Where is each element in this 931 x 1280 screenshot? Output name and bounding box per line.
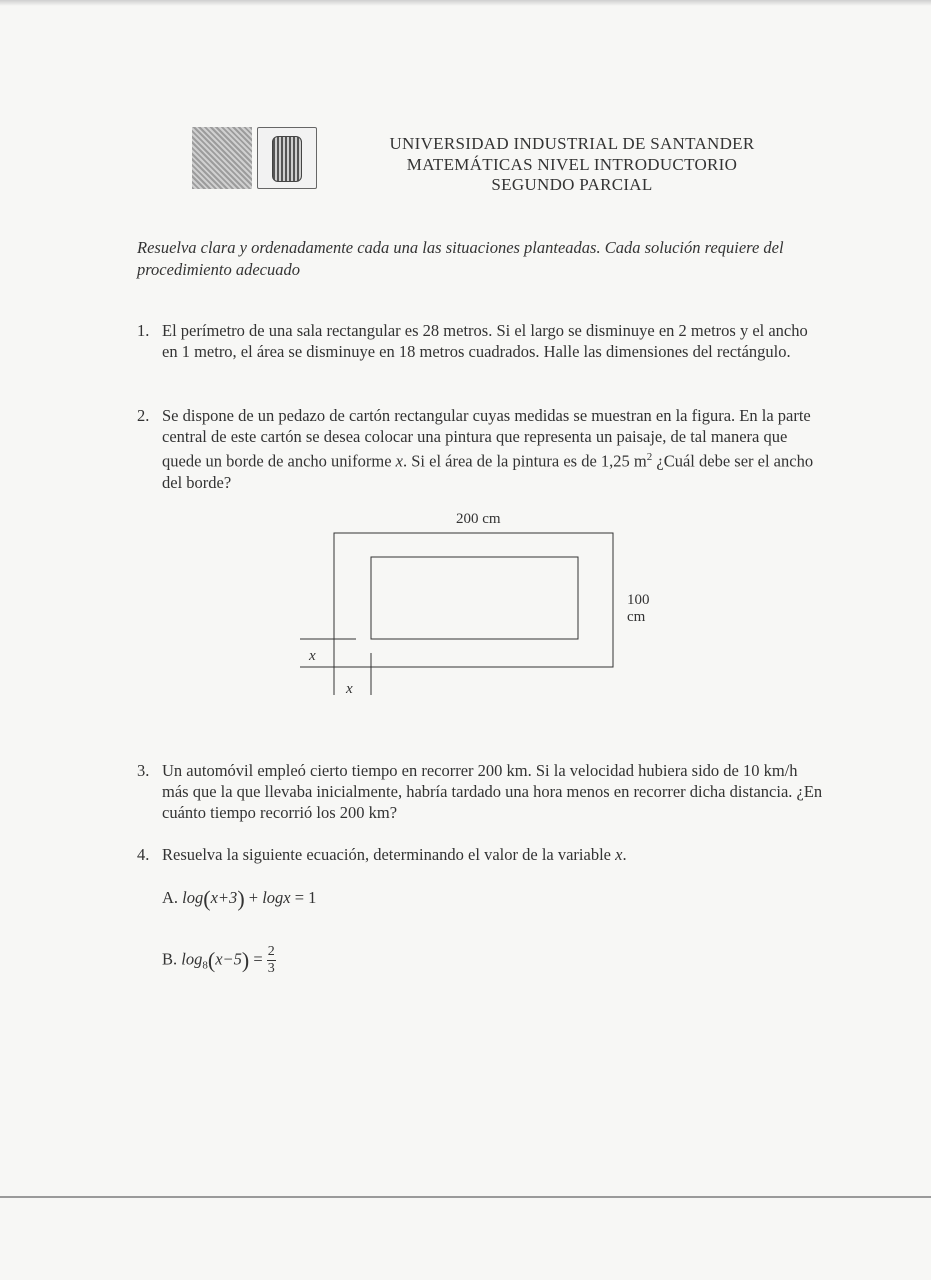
width-label: 200 cm bbox=[456, 511, 501, 527]
instructions: Resuelva clara y ordenadamente cada una las situaciones planteadas. Cada solución requiere del procedimiento adecuado bbox=[137, 238, 784, 279]
painting-outline bbox=[371, 557, 578, 639]
university-shield-icon bbox=[257, 127, 317, 189]
log-base: 8 bbox=[202, 959, 208, 972]
course-name: MATEMÁTICAS NIVEL INTRODUCTORIO bbox=[406, 155, 738, 174]
x-bottom-label: x bbox=[346, 681, 353, 697]
problem-text-end: . bbox=[622, 845, 627, 864]
problem-text bbox=[162, 844, 827, 865]
problem-number: 3. bbox=[137, 761, 150, 780]
shield-emblem-icon bbox=[272, 136, 302, 182]
cardboard-outline bbox=[334, 533, 613, 667]
fraction-denominator: 3 bbox=[267, 961, 275, 976]
problem-text: El perímetro de una sala rectangular es 28 metros. Si el largo se disminuye en 2 metros y el ancho en 1 metro, el área se disminuye en 18 metros cuadrados. Halle las dimensiones del rectángulo. bbox=[162, 321, 808, 361]
fraction-numerator: 2 bbox=[267, 944, 275, 959]
log-term: log bbox=[181, 949, 203, 969]
equation-b: B. $\log_8(x-5)$ = $\frac{2}{3}$ bbox=[162, 944, 275, 976]
problem-1 bbox=[137, 320, 827, 362]
problem-text-part-c: ¿Cuál debe ser el ancho del borde? bbox=[162, 451, 814, 492]
problem-3 bbox=[137, 760, 827, 823]
equation-letter: A. bbox=[162, 887, 179, 907]
fraction bbox=[267, 944, 276, 977]
problem-number: 4. bbox=[137, 845, 150, 864]
problem-text-main: Resuelva la siguiente ecuación, determinando el valor de la variable bbox=[162, 845, 611, 864]
problem-number: 2. bbox=[137, 406, 150, 425]
log-term-1: log bbox=[182, 887, 204, 907]
figure-drawing bbox=[300, 505, 640, 705]
problem-4 bbox=[137, 844, 827, 865]
university-logo-icon bbox=[192, 127, 252, 189]
scan-bottom-edge bbox=[0, 1196, 931, 1198]
exam-title: SEGUNDO PARCIAL bbox=[491, 175, 653, 194]
variable-x: x bbox=[615, 845, 623, 864]
plus-sign: + bbox=[248, 887, 259, 907]
exponent: 2 bbox=[646, 451, 653, 463]
scan-top-edge bbox=[0, 0, 931, 6]
university-name: UNIVERSIDAD INDUSTRIAL DE SANTANDER bbox=[389, 134, 755, 153]
log-arg: x−5 bbox=[215, 949, 242, 969]
variable-x: x bbox=[395, 451, 403, 471]
problem-2 bbox=[137, 405, 827, 493]
equation-rhs: = 1 bbox=[294, 887, 317, 907]
equals-sign: = bbox=[253, 949, 263, 969]
log-arg-2: x bbox=[283, 887, 291, 907]
x-left-label: x bbox=[309, 648, 316, 664]
log-arg-1: x+3 bbox=[210, 887, 238, 907]
problem-text bbox=[162, 405, 827, 493]
equation-letter: B. bbox=[162, 949, 178, 969]
problem-number: 1. bbox=[137, 321, 150, 340]
problem-text-part-a: Se dispone de un pedazo de cartón rectangular cuyas medidas se muestran en la figura. En la parte central de este cartón se desea colocar una pintura que representa un paisaje, de tal manera que quede un borde de ancho uniforme bbox=[162, 406, 811, 471]
log-term-2: log bbox=[262, 887, 284, 907]
problem-text: Un automóvil empleó cierto tiempo en recorrer 200 km. Si la velocidad hubiera sido de 10 km/h más que la que llevaba inicialmente, habría tardado una hora menos en recorrer dicha distancia. ¿En cuánto tiempo recorrió los 200 km? bbox=[162, 761, 823, 822]
equation-a: A. log(x+3) + logx = 1 bbox=[162, 886, 317, 911]
problem-text-part-b: . Si el área de la pintura es de 1,25 m bbox=[403, 451, 647, 471]
cardboard-figure bbox=[300, 505, 650, 710]
height-label: 100 cm bbox=[627, 592, 650, 625]
